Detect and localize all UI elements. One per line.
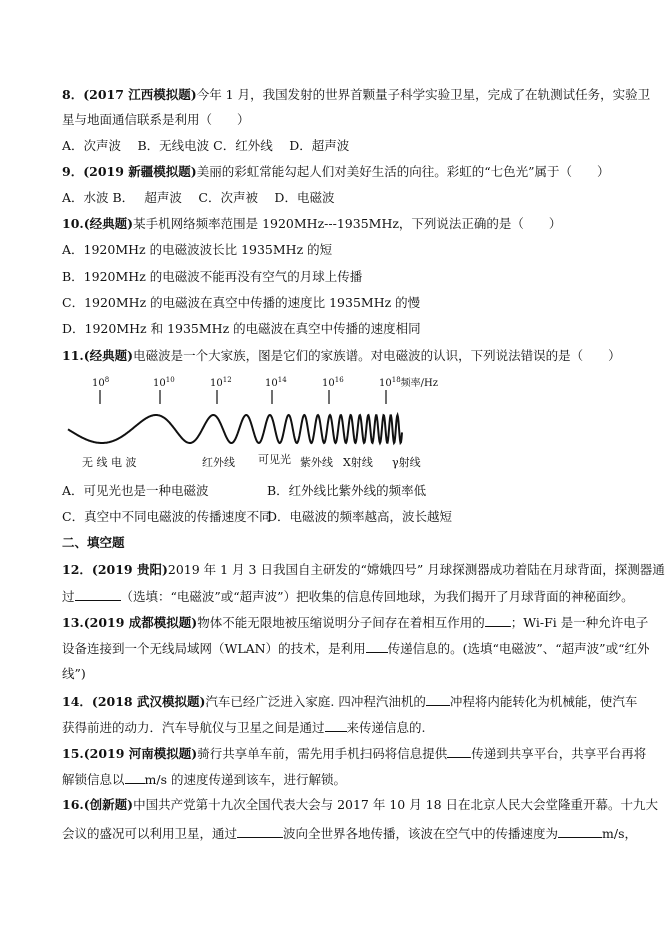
- freq-label: $10^{18}$频率/Hz: [379, 376, 439, 389]
- option-d: D．1920MHz 和 1935MHz 的电磁波在真空中传播的速度相同: [62, 321, 421, 336]
- freq-label: $10^{12}$: [210, 376, 232, 389]
- question-text: 汽车已经广泛进入家庭. 四冲程汽油机的: [205, 694, 426, 709]
- question-8-line-1: [62, 86, 651, 104]
- answer-blank[interactable]: [366, 639, 388, 653]
- option-c: C．真空中不同电磁波的传播速度不同: [62, 509, 272, 524]
- question-source-tag: (创新题): [83, 797, 134, 812]
- question-number: 8．: [62, 87, 84, 102]
- question-text: 会议的盛况可以利用卫星，通过: [62, 826, 238, 841]
- freq-label: $10^{16}$: [322, 376, 344, 389]
- question-text: 美丽的彩虹常能勾起人们对美好生活的向往。彩虹的“七色光”属于（ ）: [196, 164, 610, 179]
- question-text: 今年 1 月，我国发射的世界首颗量子科学实验卫星，完成了在轨测试任务，实验卫: [196, 87, 651, 102]
- freq-label: $10^8$: [92, 376, 110, 389]
- question-source-tag: (经典题): [83, 348, 134, 363]
- answer-blank[interactable]: [485, 613, 511, 627]
- question-10-option-d: [62, 320, 622, 338]
- question-15-line-1: [62, 744, 647, 763]
- freq-label: $10^{14}$: [265, 376, 287, 389]
- question-text: 解锁信息以: [62, 772, 125, 787]
- answer-blank[interactable]: [426, 692, 450, 706]
- question-source-tag: (2018 武汉模拟题): [91, 694, 206, 709]
- question-options: A．水波 B． 超声波 C．次声被 D．电磁波: [62, 190, 335, 205]
- question-text: 线”): [62, 666, 86, 681]
- question-13-line-2: [62, 639, 650, 658]
- question-text: 电磁波是一个大家族，图是它们的家族谱。对电磁波的认识，下列说法错误的是（ ）: [133, 348, 621, 363]
- question-12-line-1: [62, 561, 665, 579]
- question-text: 传递信息的。(选填“电磁波”、“超声波”或“红外: [387, 641, 650, 656]
- option-d: D．电磁波的频率越高，波长越短: [267, 509, 453, 524]
- question-16-line-1: [62, 796, 659, 814]
- option-a: A．可见光也是一种电磁波: [62, 483, 209, 498]
- question-number: 13.: [62, 615, 84, 630]
- answer-blank[interactable]: [125, 770, 145, 784]
- question-text: 物体不能无限地被压缩说明分子间存在着相互作用的: [197, 615, 485, 630]
- question-source-tag: (2019 成都模拟题): [83, 615, 198, 630]
- question-number: 11.: [62, 348, 84, 363]
- question-10-option-a: [62, 241, 622, 259]
- option-b: B．1920MHz 的电磁波不能再没有空气的月球上传播: [62, 269, 363, 284]
- band-label-ultraviolet: 紫外线: [300, 456, 333, 469]
- question-text: m/s 的速度传递到该车，进行解锁。: [144, 772, 346, 787]
- question-source-tag: (经典题): [83, 216, 134, 231]
- question-number: 14．: [62, 694, 92, 709]
- question-text: 来传递信息的.: [346, 720, 426, 735]
- question-number: 12．: [62, 562, 92, 577]
- question-options: A．次声波 B．无线电波 C．红外线 D．超声波: [62, 138, 350, 153]
- answer-blank[interactable]: [447, 744, 471, 758]
- question-11-line-1: [62, 347, 622, 365]
- option-a: A．1920MHz 的电磁波波长比 1935MHz 的短: [62, 242, 333, 257]
- question-11-options-row-2: [62, 508, 622, 526]
- option-b: B．红外线比紫外线的频率低: [267, 483, 427, 498]
- band-label-gamma: γ射线: [392, 456, 421, 469]
- question-text: 某手机网络频率范围是 1920MHz---1935MHz，下列说法正确的是（ ）: [133, 216, 562, 231]
- band-label-radio: 无 线 电 波: [82, 456, 137, 469]
- section-title: 二、填空题: [62, 535, 125, 550]
- question-15-line-2: [62, 770, 622, 789]
- question-11-options-row-1: [62, 482, 622, 500]
- question-text: m/s，: [602, 826, 638, 841]
- band-label-infrared: 红外线: [202, 456, 235, 469]
- question-text: （选填：“电磁波”或“超声波”）把收集的信息传回地球，为我们揭开了月球背面的神秘面纱。: [120, 589, 634, 604]
- question-text: 中国共产党第十九次全国代表大会与 2017 年 10 月 18 日在北京人民大会堂隆重开幕。十九大: [133, 797, 659, 812]
- answer-blank[interactable]: [325, 718, 347, 732]
- question-text: 获得前进的动力．汽车导航仪与卫星之间是通过: [62, 720, 325, 735]
- question-13-line-1: [62, 613, 649, 632]
- question-8-line-2: [62, 111, 622, 129]
- question-14-line-2: [62, 718, 622, 737]
- question-text: 波向全世界各地传播，该波在空气中的传播速度为: [283, 826, 559, 841]
- answer-blank[interactable]: [75, 587, 121, 601]
- question-text: 设备连接到一个无线局域网（WLAN）的技术，是利用: [62, 641, 366, 656]
- frequency-tick-marks: [100, 390, 386, 404]
- question-8-options: [62, 137, 622, 155]
- electromagnetic-spectrum-diagram: [62, 374, 439, 474]
- answer-blank[interactable]: [237, 824, 283, 838]
- question-source-tag: (2019 贵阳): [91, 562, 168, 577]
- question-text: ；Wi-Fi 是一种允许电子: [510, 615, 649, 630]
- question-16-line-2: [62, 824, 638, 843]
- question-text: 星与地面通信联系是利用（ ）: [62, 112, 250, 127]
- band-label-xray: X射线: [343, 456, 373, 469]
- question-13-line-3: [62, 665, 622, 683]
- question-text: 2019 年 1 月 3 日我国自主研发的“嫦娥四号” 月球探测器成功着陆在月球背面，探测器通: [167, 562, 665, 577]
- answer-blank[interactable]: [558, 824, 602, 838]
- question-10-line-1: [62, 215, 622, 233]
- question-text: 过: [62, 589, 75, 604]
- question-12-line-2: [62, 587, 634, 606]
- question-text: 冲程将内能转化为机械能，使汽车: [449, 694, 638, 709]
- band-label-visible: 可见光: [258, 453, 291, 466]
- question-text: 传递到共享平台，共享平台再将: [471, 746, 647, 761]
- option-c: C．1920MHz 的电磁波在真空中传播的速度比 1935MHz 的慢: [62, 295, 421, 310]
- freq-label: $10^{10}$: [153, 376, 175, 389]
- question-number: 15.: [62, 746, 84, 761]
- question-text: 骑行共享单车前，需先用手机扫码将信息提供: [197, 746, 448, 761]
- question-10-option-b: [62, 268, 622, 286]
- question-source-tag: (2019 新疆模拟题): [83, 164, 197, 179]
- question-source-tag: (2019 河南模拟题): [83, 746, 198, 761]
- question-10-option-c: [62, 294, 622, 312]
- question-14-line-1: [62, 692, 638, 711]
- question-source-tag: (2017 江西模拟题): [83, 87, 197, 102]
- wave-curve: [68, 415, 402, 443]
- question-number: 9．: [62, 164, 84, 179]
- question-number: 10.: [62, 216, 84, 231]
- question-9-options: [62, 189, 622, 207]
- question-9-line-1: [62, 163, 622, 181]
- question-number: 16.: [62, 797, 84, 812]
